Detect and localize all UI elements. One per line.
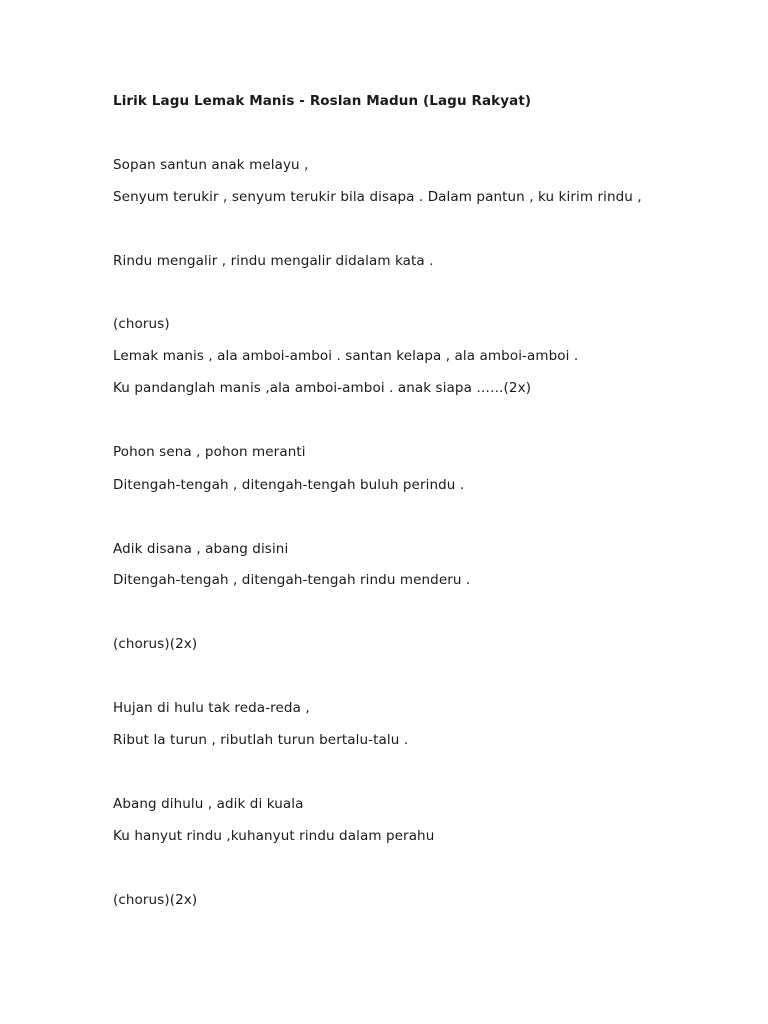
lyric-line: Ditengah-tengah , ditengah-tengah buluh perindu .	[113, 477, 465, 493]
lyric-line: Ribut la turun , ributlah turun bertalu-talu .	[113, 732, 409, 748]
lyric-line: Rindu mengalir , rindu mengalir didalam kata .	[113, 253, 434, 269]
lyric-line: Lemak manis , ala amboi-amboi . santan kelapa , ala amboi-amboi .	[113, 348, 579, 364]
chorus-label: (chorus)(2x)	[113, 892, 198, 908]
lyric-line: Sopan santun anak melayu ,	[113, 157, 309, 173]
document-title: Lirik Lagu Lemak Manis - Roslan Madun (Lagu Rakyat)	[113, 93, 532, 109]
lyric-line: Abang dihulu , adik di kuala	[113, 796, 304, 812]
lyric-line: Pohon sena , pohon meranti	[113, 444, 306, 460]
lyric-line: Ku pandanglah manis ,ala amboi-amboi . anak siapa ……(2x)	[113, 380, 532, 396]
lyric-line: Ku hanyut rindu ,kuhanyut rindu dalam perahu	[113, 828, 435, 844]
chorus-label: (chorus)(2x)	[113, 636, 198, 652]
chorus-label: (chorus)	[113, 316, 170, 332]
lyric-line: Ditengah-tengah , ditengah-tengah rindu menderu .	[113, 572, 471, 588]
lyric-line: Hujan di hulu tak reda-reda ,	[113, 700, 310, 716]
lyric-line: Adik disana , abang disini	[113, 541, 289, 557]
lyric-line: Senyum terukir , senyum terukir bila disapa . Dalam pantun , ku kirim rindu ,	[113, 189, 642, 205]
